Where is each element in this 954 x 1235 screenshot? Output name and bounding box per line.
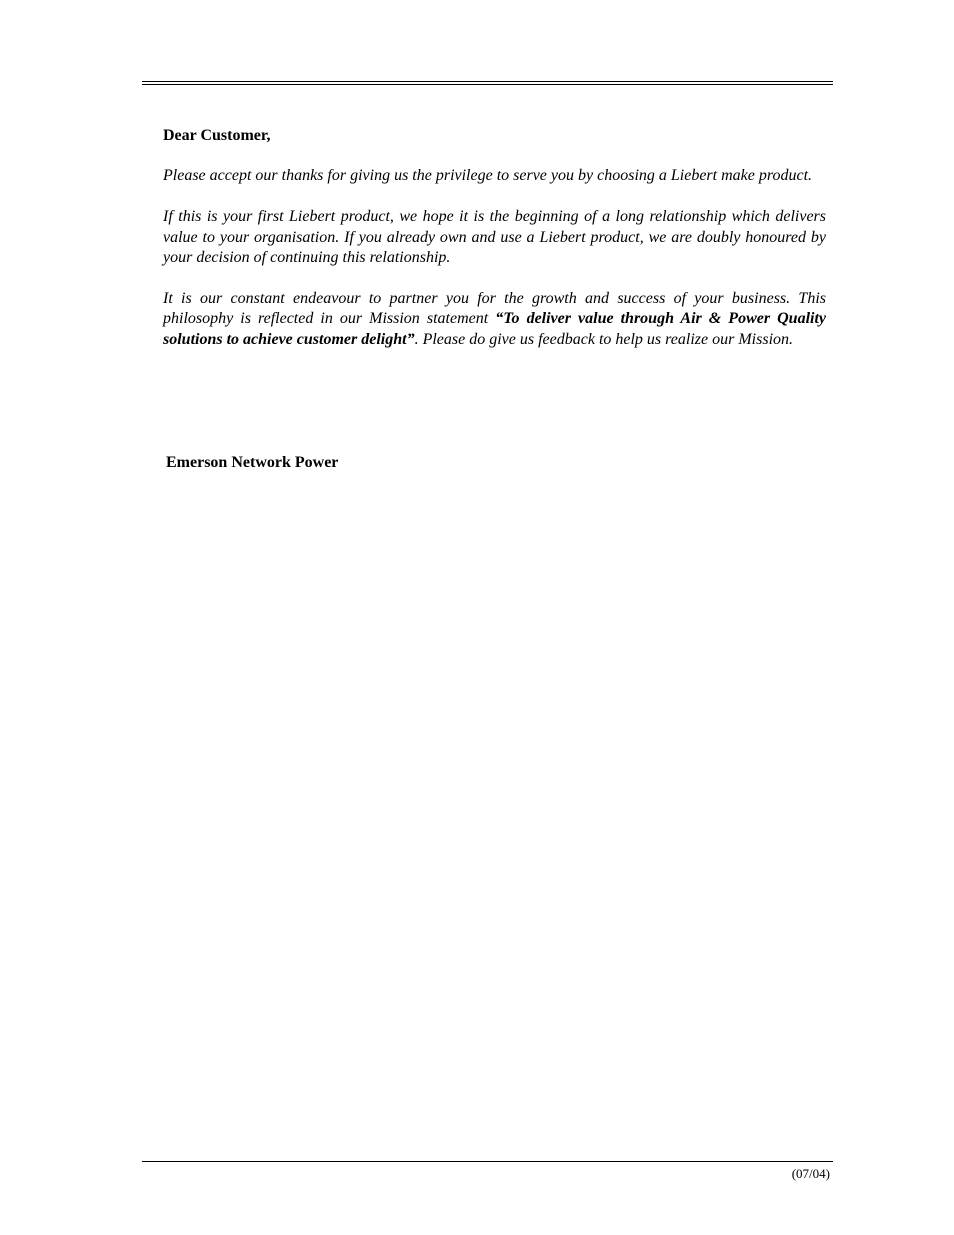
signature: Emerson Network Power xyxy=(166,454,339,471)
mission-closing-text: . Please do give us feedback to help us realize our Mission. xyxy=(414,330,794,348)
header-rule-thick xyxy=(142,81,833,82)
mission-statement: “To deliver value through Air & Power Quality solutions to achieve customer delight” xyxy=(163,310,826,348)
salutation: Dear Customer, xyxy=(163,127,271,144)
mission-intro-text: It is our constant endeavour to partner you for the growth and success of your business. This philosophy is reflected in our Mission statement xyxy=(163,289,826,328)
paragraph-thanks: Please accept our thanks for giving us the privilege to serve you by choosing a Liebert make product. xyxy=(163,167,813,185)
paragraph-relationship: If this is your first Liebert product, we hope it is the beginning of a long relationship which delivers value to your organisation. If you already own and use a Liebert product, we are doubly honoured by your decision of continuing this relationship. xyxy=(163,208,826,267)
header-rule-thin xyxy=(142,84,833,85)
paragraph-mission xyxy=(163,289,826,350)
footer-rule xyxy=(142,1161,833,1162)
footer-version-code: (07/04) xyxy=(791,1166,830,1181)
letter-body xyxy=(163,126,826,370)
